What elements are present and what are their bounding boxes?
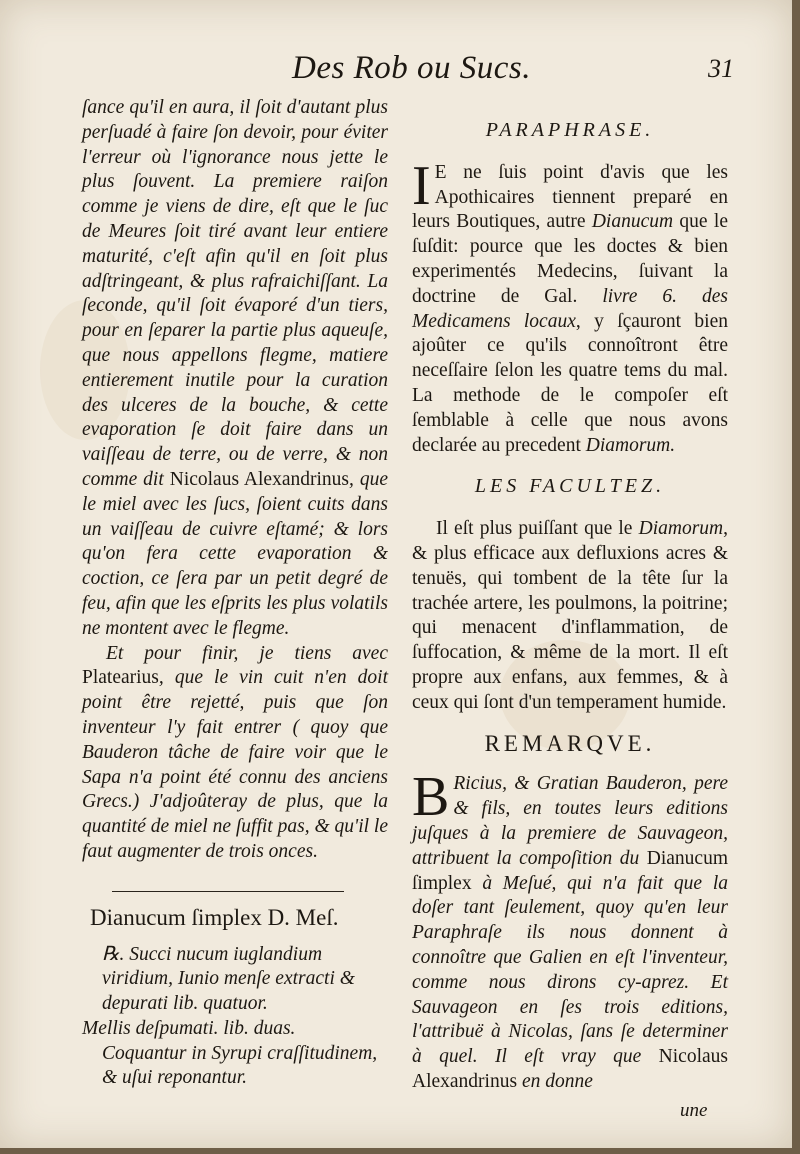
- page-number: 31: [708, 54, 734, 83]
- text-run: , que le vin cuit n'en doit point être rejetté, puis que ſon inventeur l'y fait entrer ( quoy que Bauderon tâche de faire voir que le Sapa n'a point été connu des anciens Grecs.) J'adjoûteray de plus, que la quantité de miel ne ſuffit pas, & qu'il le faut augmenter de trois onces.: [82, 667, 388, 862]
- right-column: [412, 118, 728, 1095]
- text-run: , que le miel avec les ſucs, ſoient cuits dans un vaiſſeau de cuivre eſtamé; & lors qu'on fera cette evaporation & coction, ce ſera par un petit degré de feu, afin que les eſprits les plus volatils ne montent avec le flegme.: [82, 468, 388, 639]
- section-divider: [112, 891, 344, 892]
- text-run: que le ſuſdit: pource que les doctes & bien experimentés Medecins, ſuivant la doctrine de Gal.: [412, 211, 728, 307]
- facultez-heading: LES FACULTEZ.: [474, 475, 666, 498]
- paraphrase-heading: PARAPHRASE.: [485, 119, 655, 141]
- recipe-line: Mellis deſpumati. lib. duas.: [82, 1017, 296, 1039]
- paraphrase-paragraph: [412, 154, 728, 459]
- text-run: , y ſçauront bien ajoûter ce qu'ils connoîtront être neceſſaire ſelon les quatre tems du mal. La methode de le compoſer eſt ſemblable à celle que nous avons declarée au precedent: [412, 310, 728, 456]
- text-run: en donne: [517, 1070, 593, 1092]
- recipe-line: ℞. Succi nucum iuglandium viridium, Iunio menſe extracti & depurati lib. quatuor.: [102, 943, 355, 1015]
- text-run: Dianucum: [591, 211, 674, 233]
- text-run: Nicolaus Alexandrinus: [169, 468, 349, 490]
- text-run: Diamorum: [638, 518, 724, 540]
- remarque-heading: REMARQVE.: [484, 730, 656, 756]
- text-run: E ne ſuis point d'avis que les Apothicaires tiennent preparé en leurs Boutiques, autre: [412, 161, 728, 233]
- catchword: une: [680, 1100, 708, 1121]
- text-run: Platearius: [82, 667, 159, 689]
- text-run: Diamorum.: [585, 434, 676, 456]
- text-run: Dianucum ſimplex: [412, 847, 728, 894]
- recipe-title: Dianucum ſimplex D. Meſ.: [90, 904, 339, 930]
- text-run: Ricius, & Gratian Bauderon, pere & fils, en toutes leurs editions juſques à la premiere de Sauvageon, attribuent la compoſition du: [412, 773, 728, 869]
- remarque-text: [412, 766, 728, 1092]
- text-run: à Meſué, qui n'a fait que la doſer tant ſeulement, quoy qu'en leur Paraphraſe ils nous donnent à connoître que Galien en eſt l'inventeur, comme nous dirons cy-aprez. Et Sauvageon en ſes trois editions, l'attribuë à Nicolas, ſans ſe determiner à quel. Il eſt vray que: [412, 872, 728, 1068]
- left-column: [82, 96, 388, 1091]
- text-run: Et pour finir, je tiens avec: [106, 642, 388, 664]
- text-run: ſance qu'il en aura, il ſoit d'autant plus perſuadé à faire ſon devoir, pour éviter l'erreur où l'ignorance nous jette le plus ſouvent. La premiere raiſon comme je viens de dire, eſt que le ſuc de Meures ſoit tiré avant leur entiere maturité, c'eſt afin qu'il en ſoit plus adſtringeant, & plus rafraichiſſant. La ſeconde, qu'il ſoit évaporé d'un tiers, pour en ſeparer la partie plus aqueuſe, que nous appellons flegme, matiere entierement inutile pour la curation des ulceres de la bouche, & cette evaporation ſe doit faire dans un vaiſſeau de terre, ou de verre, & non comme dit: [82, 97, 388, 490]
- running-head: Des Rob ou Sucs.: [292, 50, 531, 86]
- paraphrase-text: [412, 154, 728, 456]
- text-run: Nicolaus Alexandrinus: [412, 1046, 728, 1092]
- facultez-paragraph: [412, 517, 728, 715]
- left-paragraph-1: [82, 96, 388, 642]
- text-run: , & plus efficace aux defluxions acres & tenuës, qui tombent de la tête ſur la trachée artere, les poulmons, la poitrine; qui menacent d'inflammation, de ſuffocation, & même de la mort. Il eſt propre aux enfans, aux femmes, & à ceux qui ſont d'un temperament humide.: [412, 518, 728, 713]
- drop-cap: I: [412, 154, 431, 217]
- text-run: livre 6. des Medicamens locaux: [412, 285, 728, 332]
- drop-cap: B: [412, 766, 450, 829]
- left-paragraph-2: [82, 642, 388, 865]
- recipe-line: Coquantur in Syrupi craſſitudinem, & uſui reponantur.: [102, 1042, 378, 1089]
- remarque-paragraph: [412, 766, 728, 1094]
- text-run: Il eſt plus puiſſant que le: [436, 518, 639, 540]
